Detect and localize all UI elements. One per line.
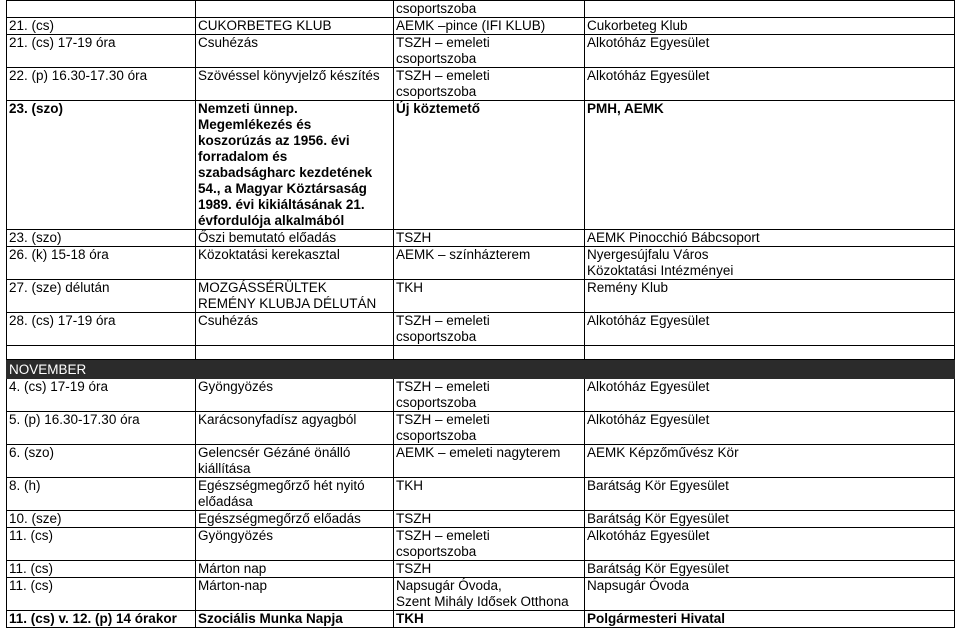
date-cell: 10. (sze) xyxy=(7,511,196,528)
organizer-cell: Barátság Kör Egyesület xyxy=(585,478,955,511)
organizer-cell: Barátság Kör Egyesület xyxy=(585,511,955,528)
table-row xyxy=(7,313,955,346)
date-cell: 11. (cs) v. 12. (p) 14 órakor xyxy=(7,611,196,628)
organizer-cell xyxy=(585,1,955,18)
table-row xyxy=(7,18,955,35)
organizer-cell: Alkotóház Egyesület xyxy=(585,35,955,68)
table-row xyxy=(7,68,955,101)
organizer-cell: Alkotóház Egyesület xyxy=(585,528,955,561)
place-cell: AEMK –pince (IFI KLUB) xyxy=(394,18,585,35)
spacer-cell xyxy=(394,346,585,360)
date-cell: 28. (cs) 17-19 óra xyxy=(7,313,196,346)
organizer-cell: Cukorbeteg Klub xyxy=(585,18,955,35)
spacer-cell xyxy=(585,346,955,360)
table-row xyxy=(7,247,955,280)
organizer-cell: Polgármesteri Hivatal xyxy=(585,611,955,628)
date-cell: 23. (szo) xyxy=(7,230,196,247)
month-header: NOVEMBER xyxy=(7,360,955,379)
place-cell: TSZH – emeleti csoportszoba xyxy=(394,379,585,412)
place-cell: csoportszoba xyxy=(394,1,585,18)
place-cell: TKH xyxy=(394,280,585,313)
organizer-cell: Napsugár Óvoda xyxy=(585,578,955,611)
event-cell: Csuhézás xyxy=(196,313,394,346)
table-row xyxy=(7,445,955,478)
place-cell: TSZH xyxy=(394,511,585,528)
table-row xyxy=(7,379,955,412)
date-cell: 4. (cs) 17-19 óra xyxy=(7,379,196,412)
place-cell: TSZH – emeleti csoportszoba xyxy=(394,528,585,561)
event-cell: Szociális Munka Napja xyxy=(196,611,394,628)
event-cell xyxy=(196,1,394,18)
event-cell: Gyöngyözés xyxy=(196,528,394,561)
organizer-cell: PMH, AEMK xyxy=(585,101,955,230)
date-cell xyxy=(7,1,196,18)
table-row xyxy=(7,1,955,18)
date-cell: 8. (h) xyxy=(7,478,196,511)
table-row xyxy=(7,578,955,611)
event-cell: Egészségmegőrző hét nyitó előadása xyxy=(196,478,394,511)
date-cell: 26. (k) 15-18 óra xyxy=(7,247,196,280)
spacer-cell xyxy=(196,346,394,360)
table-row xyxy=(7,101,955,230)
place-cell: TSZH xyxy=(394,561,585,578)
table-row xyxy=(7,280,955,313)
table-row xyxy=(7,412,955,445)
organizer-cell: Alkotóház Egyesület xyxy=(585,68,955,101)
date-cell: 27. (sze) délután xyxy=(7,280,196,313)
place-cell: Napsugár Óvoda, Szent Mihály Idősek Otthona xyxy=(394,578,585,611)
events-table xyxy=(6,0,955,628)
month-header-row xyxy=(7,360,955,379)
date-cell: 11. (cs) xyxy=(7,528,196,561)
event-cell: Egészségmegőrző előadás xyxy=(196,511,394,528)
event-cell: Karácsonyfadísz agyagból xyxy=(196,412,394,445)
organizer-cell: Alkotóház Egyesület xyxy=(585,379,955,412)
date-cell: 22. (p) 16.30-17.30 óra xyxy=(7,68,196,101)
table-row xyxy=(7,561,955,578)
table-row xyxy=(7,35,955,68)
event-cell: Csuhézás xyxy=(196,35,394,68)
date-cell: 21. (cs) 17-19 óra xyxy=(7,35,196,68)
event-cell: Márton nap xyxy=(196,561,394,578)
table-row xyxy=(7,478,955,511)
organizer-cell: Nyergesújfalu Város Közoktatási Intézményei xyxy=(585,247,955,280)
place-cell: TKH xyxy=(394,611,585,628)
table-row xyxy=(7,611,955,628)
organizer-cell: Barátság Kör Egyesület xyxy=(585,561,955,578)
table-row xyxy=(7,230,955,247)
organizer-cell: Remény Klub xyxy=(585,280,955,313)
event-cell: Márton-nap xyxy=(196,578,394,611)
event-cell: Őszi bemutató előadás xyxy=(196,230,394,247)
place-cell: TSZH – emeleti csoportszoba xyxy=(394,68,585,101)
date-cell: 21. (cs) xyxy=(7,18,196,35)
event-cell: Gyöngyözés xyxy=(196,379,394,412)
event-cell: Nemzeti ünnep. Megemlékezés és koszorúzás az 1956. évi forradalom és szabadságharc kezdetének 54., a Magyar Köztársaság 1989. évi kikiáltásának 21. évfordulója alkalmából xyxy=(196,101,394,230)
event-cell: CUKORBETEG KLUB xyxy=(196,18,394,35)
place-cell: AEMK – emeleti nagyterem xyxy=(394,445,585,478)
event-cell: Közoktatási kerekasztal xyxy=(196,247,394,280)
organizer-cell: Alkotóház Egyesület xyxy=(585,412,955,445)
place-cell: TSZH – emeleti csoportszoba xyxy=(394,35,585,68)
table-row xyxy=(7,511,955,528)
spacer-cell xyxy=(7,346,196,360)
organizer-cell: AEMK Pinocchió Bábcsoport xyxy=(585,230,955,247)
event-cell: Szövéssel könyvjelző készítés xyxy=(196,68,394,101)
event-cell: Gelencsér Gézáné önálló kiállítása xyxy=(196,445,394,478)
table-row xyxy=(7,528,955,561)
place-cell: TSZH – emeleti csoportszoba xyxy=(394,412,585,445)
place-cell: Új köztemető xyxy=(394,101,585,230)
event-cell: MOZGÁSSÉRÜLTEK REMÉNY KLUBJA DÉLUTÁN xyxy=(196,280,394,313)
date-cell: 23. (szo) xyxy=(7,101,196,230)
date-cell: 6. (szo) xyxy=(7,445,196,478)
spacer-row xyxy=(7,346,955,360)
place-cell: TSZH xyxy=(394,230,585,247)
place-cell: TSZH – emeleti csoportszoba xyxy=(394,313,585,346)
date-cell: 5. (p) 16.30-17.30 óra xyxy=(7,412,196,445)
organizer-cell: Alkotóház Egyesület xyxy=(585,313,955,346)
organizer-cell: AEMK Képzőművész Kör xyxy=(585,445,955,478)
place-cell: TKH xyxy=(394,478,585,511)
date-cell: 11. (cs) xyxy=(7,578,196,611)
place-cell: AEMK – színházterem xyxy=(394,247,585,280)
date-cell: 11. (cs) xyxy=(7,561,196,578)
